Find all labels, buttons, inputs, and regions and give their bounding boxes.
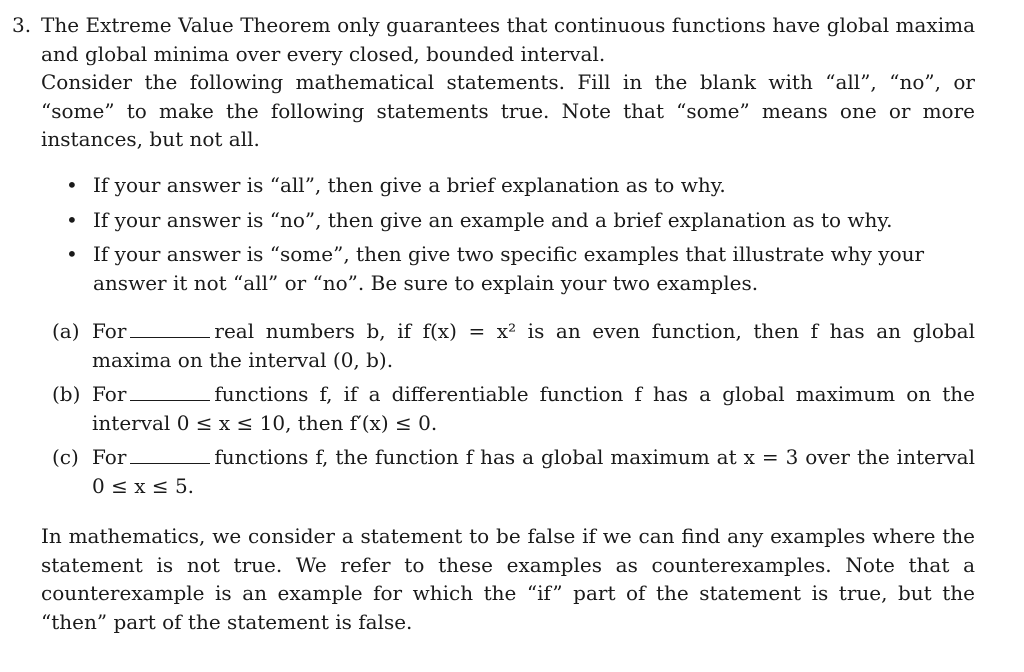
question-parts	[41, 317, 975, 507]
closing-paragraph: In mathematics, we consider a statement to be false if we can find any examples where the statement is not true. We refer to these examples as counterexamples. Note that a counterexample is an example for which the “if” part of the statement is true, but the “then” part of the statement is false.	[41, 524, 975, 634]
question-intro: The Extreme Value Theorem only guarantees that continuous functions have global maxima and global minima over every closed, bounded interval.	[41, 13, 975, 66]
part-b	[41, 380, 975, 437]
part-text: functions f, the function f has a global maximum at x = 3 over the interval 0 ≤ x ≤ 5.	[92, 445, 975, 498]
part-label: (c)	[52, 445, 79, 470]
guideline-text: If your answer is “no”, then give an example and a brief explanation as to why.	[93, 207, 893, 232]
part-prefix: For	[92, 382, 127, 407]
guideline-item-no	[60, 206, 975, 235]
guideline-item-some	[60, 240, 975, 297]
guideline-text: If your answer is “all”, then give a brief explanation as to why.	[93, 173, 726, 197]
part-c	[41, 443, 975, 500]
answer-guidelines-list	[60, 171, 975, 303]
question-instructions: Consider the following mathematical statements. Fill in the blank with “all”, “no”, or “some” to make the following statements true. Note that “some” means one or more instances, but not all.	[41, 70, 975, 152]
guideline-item-all	[60, 171, 975, 200]
answer-blank-b[interactable]	[130, 381, 210, 401]
question-number: 3.	[12, 13, 32, 37]
part-prefix: For	[92, 445, 127, 470]
part-prefix: For	[92, 319, 127, 343]
answer-blank-c[interactable]	[130, 444, 210, 464]
guideline-text: If your answer is “some”, then give two specific examples that illustrate why your answer it not “all” or “no”. Be sure to explain your two examples.	[93, 242, 925, 295]
bullet-icon: •	[66, 173, 78, 197]
part-text: functions f, if a differentiable function f has a global maximum on the interval 0 ≤ x ≤ 10, then f′(x) ≤ 0.	[92, 382, 975, 435]
part-text: real numbers b, if f(x) = x² is an even function, then f has an global maxima on the interval (0, b).	[92, 319, 975, 372]
answer-blank-a[interactable]	[130, 318, 210, 338]
part-label: (a)	[52, 319, 80, 343]
part-a	[41, 317, 975, 374]
part-label: (b)	[52, 382, 81, 407]
bullet-icon: •	[66, 207, 78, 232]
bullet-icon: •	[66, 242, 78, 267]
